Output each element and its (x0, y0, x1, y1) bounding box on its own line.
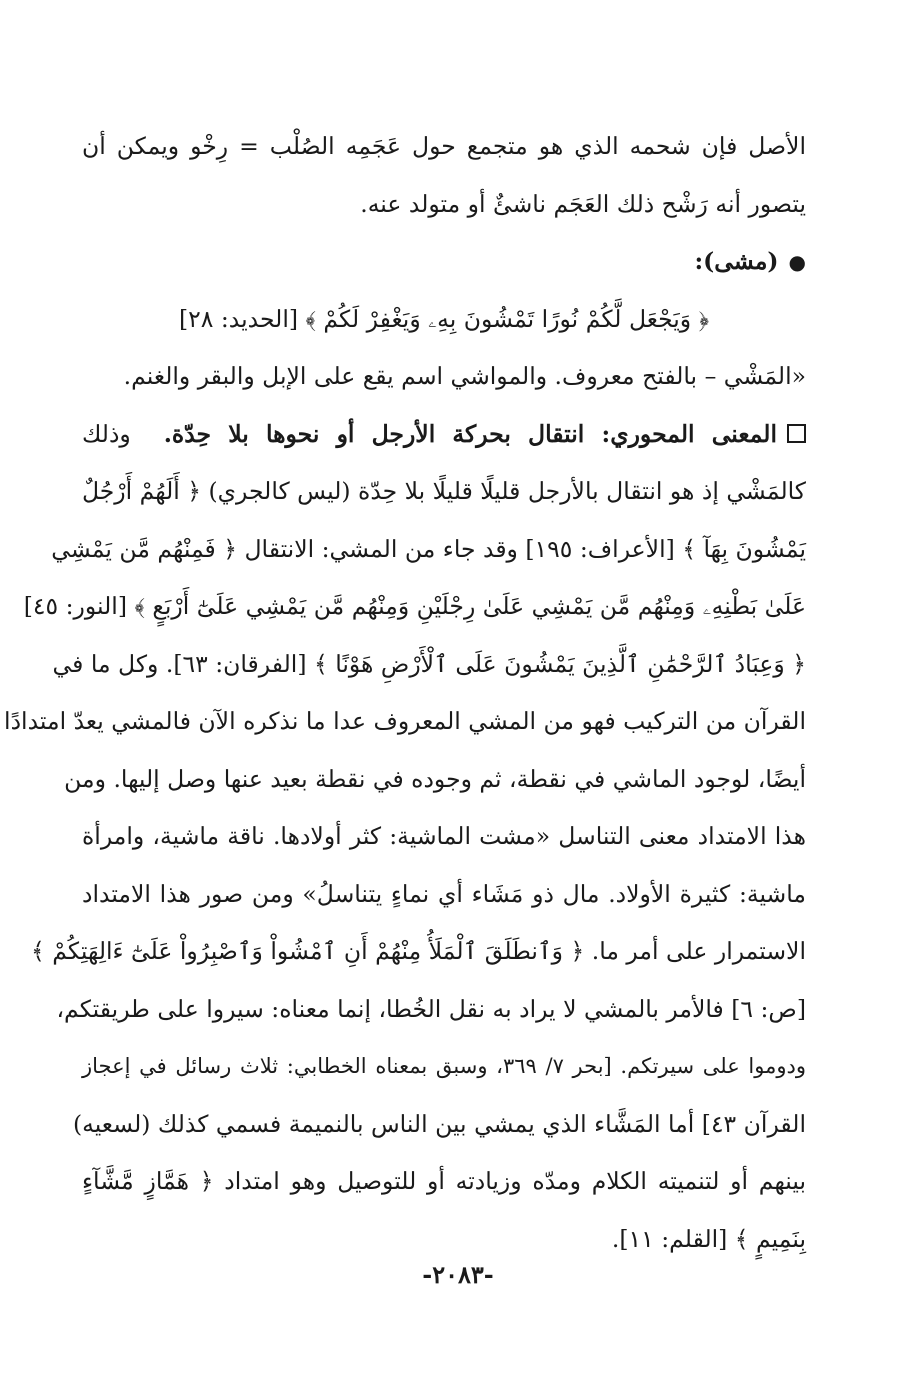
text-line-16: [ص: ٦] فالأمر بالمشي لا يراد به نقل الخُطا، إنما معناه: سيروا على طريقتكم، (56, 994, 806, 1023)
page-number: -٢٠٨٣- (422, 1260, 494, 1289)
bullet-icon: ● (788, 250, 806, 274)
text-line-11: القرآن من التركيب فهو من المشي المعروف عدا ما نذكره الآن فالمشي يعدّ امتدادًا (4, 707, 806, 735)
text-line-15: الاستمرار على أمر ما. ﴿ وَٱنطَلَقَ ٱلْمَلَأُ مِنْهُمْ أَنِ ٱمْشُواْ وَٱصْبِرُواْ عَلَىٰٓ ءَالِهَتِكُمْ ﴾ (31, 937, 806, 965)
text-line-20: بِنَمِيمٍ ﴾ [القلم: ١١]. (611, 1224, 806, 1253)
text-line-7: كالمَشْي إذ هو انتقال بالأرجل قليلًا قليلًا بلا حِدّة (ليس كالجري) ﴿ أَلَهُمْ أَرْجُلٌ (81, 477, 806, 505)
entry-heading-label: (مشى): (694, 247, 779, 275)
text-line-2: يتصور أنه رَشْح ذلك العَجَم ناشئٌ أو متولد عنه. (360, 189, 806, 218)
text-line-13: هذا الامتداد معنى التناسل «مشت الماشية: كثر أولادها. ناقة ماشية، وامرأة (82, 822, 806, 850)
text-line-5: «المَشْي – بالفتح معروف. والمواشي اسم يقع على الإبل والبقر والغنم. (123, 362, 806, 390)
text-line-14: ماشية: كثيرة الأولاد. مال ذو مَشَاء أي نماءٍ يتناسلُ» ومن صور هذا الامتداد (82, 879, 806, 908)
quran-verse-line: ﴿ وَيَجْعَل لَّكُمْ نُورًا تَمْشُونَ بِهِۦ وَيَغْفِرْ لَكُمْ ﴾ [الحديد: ٢٨] (178, 304, 710, 333)
core-meaning-line (82, 406, 806, 464)
square-icon (787, 424, 806, 443)
text-line-1: الأصل فإن شحمه الذي هو متجمع حول عَجَمِه الصُلْب = رِخْو ويمكن أن (82, 132, 806, 160)
text-line-18: القرآن ٤٣] أما المَشَّاء الذي يمشي بين الناس بالنميمة فسمي كذلك (لسعيه) (72, 1109, 806, 1138)
text-line-12: أيضًا، لوجود الماشي في نقطة، ثم وجوده في نقطة بعيد عنها وصل إليها. ومن (64, 764, 806, 793)
text-line-19: بينهم أو لتنميته الكلام ومدّه وزيادته أو للتوصيل وهو امتداد ﴿ هَمَّازٍ مَّشَّآءٍ (82, 1167, 806, 1195)
text-line-10: ﴿ وَعِبَادُ ٱلرَّحْمَٰنِ ٱلَّذِينَ يَمْشُونَ عَلَى ٱلْأَرْضِ هَوْنًا ﴾ [الفرقان: ٦٣]. وكل ما في (52, 649, 806, 678)
entry-heading (82, 233, 806, 291)
text-line-17: ودوموا على سيرتكم. [بحر ٧/ ٣٦٩، وسبق بمعناه الخطابي: ثلاث رسائل في إعجاز (82, 1054, 806, 1078)
core-meaning-label: المعنى المحوري: انتقال بحركة الأرجل أو نحوها بلا حِدّة. (163, 419, 777, 448)
core-meaning-continuation: وذلك (82, 419, 131, 448)
text-line-8: يَمْشُونَ بِهَآ ﴾ [الأعراف: ١٩٥] وقد جاء من المشي: الانتقال ﴿ فَمِنْهُم مَّن يَمْشِي (51, 534, 806, 563)
text-line-9: عَلَىٰ بَطْنِهِۦ وَمِنْهُم مَّن يَمْشِي عَلَىٰ رِجْلَيْنِ وَمِنْهُم مَّن يَمْشِي عَلَىٰٓ أَرْبَعٍ ﴾ [النور: ٤٥] (23, 592, 806, 620)
